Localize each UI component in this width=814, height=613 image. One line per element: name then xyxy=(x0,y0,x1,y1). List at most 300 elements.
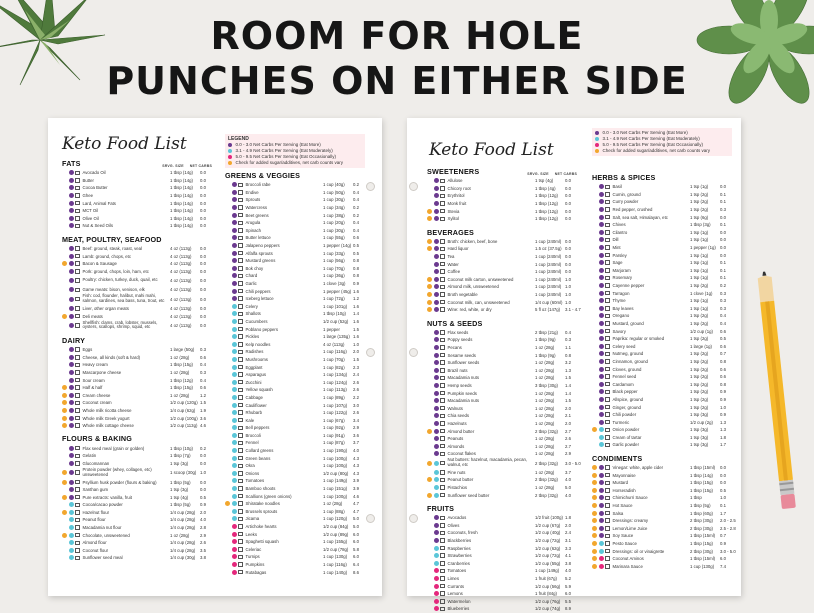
food-checkbox[interactable] xyxy=(238,357,243,362)
food-checkbox[interactable] xyxy=(75,416,80,421)
food-checkbox[interactable] xyxy=(238,281,243,286)
food-checkbox[interactable] xyxy=(75,201,80,206)
food-item-row xyxy=(225,432,365,440)
food-checkbox[interactable] xyxy=(440,599,445,604)
food-checkbox[interactable] xyxy=(605,215,610,220)
food-name: Vinegar: white, apple cider xyxy=(612,465,664,471)
food-checkbox[interactable] xyxy=(605,321,610,326)
food-name: Collard greens xyxy=(245,448,274,454)
food-checkbox[interactable] xyxy=(605,473,610,478)
food-checkbox[interactable] xyxy=(75,518,80,523)
carb-level-dot xyxy=(232,433,237,438)
food-item-row xyxy=(592,213,732,221)
carb-level-dot xyxy=(434,576,439,581)
serving-size: 1/2 cup (56g) xyxy=(535,583,561,589)
food-checkbox[interactable] xyxy=(75,288,80,293)
food-checkbox[interactable] xyxy=(75,246,80,251)
food-checkbox[interactable] xyxy=(605,534,610,539)
net-carbs: 3.6 xyxy=(353,432,359,438)
carb-level-dot xyxy=(69,533,74,538)
food-checkbox[interactable] xyxy=(75,261,80,266)
net-carbs: 0.1 xyxy=(720,260,726,266)
food-checkbox[interactable] xyxy=(605,192,610,197)
food-name: Shiratake noodles xyxy=(245,501,280,507)
serving-size: 1 tbsp (14g) xyxy=(170,170,193,176)
food-checkbox[interactable] xyxy=(605,374,610,379)
food-checkbox[interactable] xyxy=(75,297,80,302)
food-checkbox[interactable] xyxy=(75,525,80,530)
net-carbs: 3.1 - 4.7 xyxy=(565,307,581,313)
food-checkbox[interactable] xyxy=(605,238,610,243)
food-checkbox[interactable] xyxy=(75,370,80,375)
food-checkbox[interactable] xyxy=(238,304,243,309)
food-item-row xyxy=(62,531,212,539)
food-checkbox[interactable] xyxy=(238,243,243,248)
food-checkbox[interactable] xyxy=(605,276,610,281)
food-checkbox[interactable] xyxy=(605,503,610,508)
food-checkbox[interactable] xyxy=(605,397,610,402)
food-checkbox[interactable] xyxy=(440,353,445,358)
food-checkbox[interactable] xyxy=(440,217,445,222)
food-checkbox[interactable] xyxy=(440,383,445,388)
food-checkbox[interactable] xyxy=(75,186,80,191)
food-checkbox[interactable] xyxy=(238,555,243,560)
food-checkbox[interactable] xyxy=(605,306,610,311)
food-checkbox[interactable] xyxy=(75,495,80,500)
dot-spacer xyxy=(592,420,597,425)
food-checkbox[interactable] xyxy=(440,561,445,566)
carb-level-dot xyxy=(434,375,439,380)
food-checkbox[interactable] xyxy=(440,546,445,551)
food-checkbox[interactable] xyxy=(238,205,243,210)
food-checkbox[interactable] xyxy=(238,464,243,469)
food-checkbox[interactable] xyxy=(440,516,445,521)
food-name: Stevia xyxy=(447,208,460,214)
food-checkbox[interactable] xyxy=(238,183,243,188)
food-checkbox[interactable] xyxy=(605,488,610,493)
dot-spacer xyxy=(225,387,230,392)
check-additives-dot xyxy=(62,423,67,428)
food-checkbox[interactable] xyxy=(440,531,445,536)
food-checkbox[interactable] xyxy=(75,355,80,360)
food-checkbox[interactable] xyxy=(75,224,80,229)
food-checkbox[interactable] xyxy=(238,441,243,446)
food-name: Arugula xyxy=(245,220,261,226)
food-checkbox[interactable] xyxy=(238,251,243,256)
food-checkbox[interactable] xyxy=(605,465,610,470)
food-checkbox[interactable] xyxy=(238,228,243,233)
serving-size: 1 cup (122g) xyxy=(323,410,348,416)
food-checkbox[interactable] xyxy=(440,553,445,558)
food-checkbox[interactable] xyxy=(440,569,445,574)
serving-size: 1 tsp (2g) xyxy=(690,374,709,380)
dot-spacer xyxy=(592,397,597,402)
food-checkbox[interactable] xyxy=(440,368,445,373)
dot-spacer xyxy=(62,201,67,206)
serving-size: 1 cup (120g) xyxy=(323,516,348,522)
food-item-row xyxy=(225,470,365,478)
food-checkbox[interactable] xyxy=(238,501,243,506)
food-checkbox[interactable] xyxy=(238,334,243,339)
food-checkbox[interactable] xyxy=(605,314,610,319)
food-checkbox[interactable] xyxy=(440,186,445,191)
food-checkbox[interactable] xyxy=(605,344,610,349)
food-checkbox[interactable] xyxy=(238,517,243,522)
food-checkbox[interactable] xyxy=(605,541,610,546)
carb-level-dot xyxy=(69,453,74,458)
carb-level-dot xyxy=(232,365,237,370)
carb-level-dot xyxy=(599,245,604,250)
food-name: Coconut flakes xyxy=(447,451,476,457)
food-checkbox[interactable] xyxy=(238,365,243,370)
food-checkbox[interactable] xyxy=(75,423,80,428)
food-checkbox[interactable] xyxy=(605,336,610,341)
net-carbs: 0.0 xyxy=(200,177,206,183)
food-checkbox[interactable] xyxy=(440,436,445,441)
food-checkbox[interactable] xyxy=(440,254,445,259)
food-checkbox[interactable] xyxy=(605,253,610,258)
food-checkbox[interactable] xyxy=(75,306,80,311)
food-item-row xyxy=(427,359,577,367)
food-checkbox[interactable] xyxy=(605,556,610,561)
food-name: Coconut milk carton, unsweetened xyxy=(447,276,514,282)
food-checkbox[interactable] xyxy=(440,478,445,483)
net-carbs: 2.4 xyxy=(353,372,359,378)
food-checkbox[interactable] xyxy=(440,277,445,282)
food-checkbox[interactable] xyxy=(440,429,445,434)
food-item-row xyxy=(427,306,581,314)
check-additives-dot xyxy=(62,495,67,500)
food-checkbox[interactable] xyxy=(440,421,445,426)
food-checkbox[interactable] xyxy=(238,296,243,301)
food-checkbox[interactable] xyxy=(605,526,610,531)
food-checkbox[interactable] xyxy=(440,201,445,206)
food-checkbox[interactable] xyxy=(605,435,610,440)
food-checkbox[interactable] xyxy=(238,319,243,324)
food-checkbox[interactable] xyxy=(605,481,610,486)
food-checkbox[interactable] xyxy=(605,230,610,235)
food-checkbox[interactable] xyxy=(75,446,80,451)
carb-level-dot xyxy=(69,323,74,328)
food-checkbox[interactable] xyxy=(238,372,243,377)
dot-spacer xyxy=(225,342,230,347)
serving-size: 1 cup (140g) xyxy=(323,569,348,575)
food-checkbox[interactable] xyxy=(238,448,243,453)
food-checkbox[interactable] xyxy=(440,376,445,381)
serving-size: 1 tbsp (9g) xyxy=(535,352,556,358)
check-additives-dot xyxy=(592,488,597,493)
food-checkbox[interactable] xyxy=(75,178,80,183)
food-checkbox[interactable] xyxy=(605,207,610,212)
food-checkbox[interactable] xyxy=(75,216,80,221)
food-checkbox[interactable] xyxy=(440,576,445,581)
food-checkbox[interactable] xyxy=(238,198,243,203)
food-checkbox[interactable] xyxy=(440,538,445,543)
food-checkbox[interactable] xyxy=(605,200,610,205)
food-checkbox[interactable] xyxy=(605,367,610,372)
food-checkbox[interactable] xyxy=(440,239,445,244)
food-checkbox[interactable] xyxy=(75,323,80,328)
serving-size: 1 cup (67g) xyxy=(323,417,345,423)
food-checkbox[interactable] xyxy=(238,486,243,491)
food-checkbox[interactable] xyxy=(440,414,445,419)
food-checkbox[interactable] xyxy=(440,470,445,475)
food-checkbox[interactable] xyxy=(75,480,80,485)
food-checkbox[interactable] xyxy=(605,564,610,569)
food-checkbox[interactable] xyxy=(238,539,243,544)
food-checkbox[interactable] xyxy=(605,412,610,417)
dot-spacer xyxy=(225,197,230,202)
food-checkbox[interactable] xyxy=(605,359,610,364)
serving-size: 1 tsp (6g) xyxy=(690,214,709,220)
food-checkbox[interactable] xyxy=(75,171,80,176)
food-checkbox[interactable] xyxy=(440,485,445,490)
food-checkbox[interactable] xyxy=(238,221,243,226)
food-checkbox[interactable] xyxy=(440,345,445,350)
food-name: Thyme xyxy=(612,298,626,304)
serving-size: 1/2 fruit (100g) xyxy=(535,515,563,521)
food-item-row xyxy=(592,251,732,259)
food-checkbox[interactable] xyxy=(605,428,610,433)
serving-size: 4 oz (113g) xyxy=(170,246,192,252)
food-checkbox[interactable] xyxy=(605,329,610,334)
food-checkbox[interactable] xyxy=(440,300,445,305)
food-checkbox[interactable] xyxy=(75,269,80,274)
food-checkbox[interactable] xyxy=(440,360,445,365)
food-checkbox[interactable] xyxy=(75,454,80,459)
food-checkbox[interactable] xyxy=(440,338,445,343)
serving-size: 1 tsp (4g) xyxy=(535,178,554,184)
food-checkbox[interactable] xyxy=(440,262,445,267)
net-carbs: 2.6 xyxy=(200,540,206,546)
food-checkbox[interactable] xyxy=(238,410,243,415)
food-checkbox[interactable] xyxy=(75,254,80,259)
food-checkbox[interactable] xyxy=(440,391,445,396)
dot-spacer xyxy=(225,235,230,240)
food-checkbox[interactable] xyxy=(440,179,445,184)
food-checkbox[interactable] xyxy=(440,209,445,214)
food-checkbox[interactable] xyxy=(75,503,80,508)
food-checkbox[interactable] xyxy=(238,547,243,552)
net-carbs: 1.3 xyxy=(565,367,571,373)
food-checkbox[interactable] xyxy=(238,471,243,476)
dot-spacer xyxy=(62,378,67,383)
food-name: Tea xyxy=(447,254,455,260)
net-carbs: 0.2 xyxy=(200,445,206,451)
food-checkbox[interactable] xyxy=(440,461,445,466)
dot-spacer xyxy=(62,453,67,458)
food-checkbox[interactable] xyxy=(75,470,80,475)
food-checkbox[interactable] xyxy=(238,274,243,279)
food-item-row xyxy=(592,259,732,267)
carb-level-dot xyxy=(434,337,439,342)
food-checkbox[interactable] xyxy=(605,185,610,190)
food-name: Chili powder xyxy=(612,412,637,418)
food-checkbox[interactable] xyxy=(238,258,243,263)
food-checkbox[interactable] xyxy=(238,426,243,431)
dot-spacer xyxy=(427,530,432,535)
food-checkbox[interactable] xyxy=(238,327,243,332)
food-checkbox[interactable] xyxy=(440,406,445,411)
food-item-row xyxy=(427,389,577,397)
food-name: Kale xyxy=(245,417,255,423)
food-name: Sesame seeds xyxy=(447,352,476,358)
food-checkbox[interactable] xyxy=(238,562,243,567)
food-checkbox[interactable] xyxy=(75,314,80,319)
food-checkbox[interactable] xyxy=(75,278,80,283)
carb-level-dot xyxy=(69,525,74,530)
food-checkbox[interactable] xyxy=(440,247,445,252)
food-item-row xyxy=(225,416,365,424)
food-checkbox[interactable] xyxy=(440,194,445,199)
food-checkbox[interactable] xyxy=(605,298,610,303)
food-checkbox[interactable] xyxy=(440,398,445,403)
net-carbs: 2.9 xyxy=(565,451,571,457)
food-item-row xyxy=(62,294,212,305)
food-checkbox[interactable] xyxy=(238,289,243,294)
carb-level-dot xyxy=(434,599,439,604)
net-carbs: 1.3 xyxy=(720,419,726,425)
food-checkbox[interactable] xyxy=(605,496,610,501)
food-checkbox[interactable] xyxy=(605,390,610,395)
food-item-row xyxy=(62,407,212,415)
food-checkbox[interactable] xyxy=(605,549,610,554)
food-checkbox[interactable] xyxy=(75,548,80,553)
serving-size: 1 tbsp (3g) xyxy=(690,222,711,228)
food-checkbox[interactable] xyxy=(605,260,610,265)
net-carbs: 7.4 xyxy=(720,563,726,569)
food-checkbox[interactable] xyxy=(605,405,610,410)
food-checkbox[interactable] xyxy=(440,523,445,528)
food-checkbox[interactable] xyxy=(75,393,80,398)
food-item-row xyxy=(225,303,365,311)
food-name: Curry powder xyxy=(612,199,639,205)
food-checkbox[interactable] xyxy=(605,443,610,448)
food-checkbox[interactable] xyxy=(605,223,610,228)
food-checkbox[interactable] xyxy=(238,350,243,355)
food-checkbox[interactable] xyxy=(238,388,243,393)
food-checkbox[interactable] xyxy=(440,285,445,290)
food-item-row xyxy=(62,384,212,392)
section-title xyxy=(592,173,732,182)
food-checkbox[interactable] xyxy=(238,418,243,423)
food-checkbox[interactable] xyxy=(75,541,80,546)
food-checkbox[interactable] xyxy=(440,307,445,312)
food-checkbox[interactable] xyxy=(238,380,243,385)
food-checkbox[interactable] xyxy=(75,510,80,515)
food-item-row xyxy=(427,351,577,359)
food-checkbox[interactable] xyxy=(605,352,610,357)
food-name: Radishes xyxy=(245,349,264,355)
food-checkbox[interactable] xyxy=(440,269,445,274)
food-checkbox[interactable] xyxy=(605,283,610,288)
food-checkbox[interactable] xyxy=(238,524,243,529)
food-checkbox[interactable] xyxy=(238,494,243,499)
food-checkbox[interactable] xyxy=(440,292,445,297)
food-checkbox[interactable] xyxy=(238,570,243,575)
food-checkbox[interactable] xyxy=(440,330,445,335)
food-checkbox[interactable] xyxy=(238,395,243,400)
carb-level-dot xyxy=(434,444,439,449)
serving-size: 1 tsp (3g) xyxy=(690,434,709,440)
carb-level-dot xyxy=(434,262,439,267)
food-checkbox[interactable] xyxy=(238,433,243,438)
legend-color-dot xyxy=(228,161,232,165)
food-checkbox[interactable] xyxy=(238,236,243,241)
food-checkbox[interactable] xyxy=(75,533,80,538)
food-checkbox[interactable] xyxy=(75,461,80,466)
food-checkbox[interactable] xyxy=(75,401,80,406)
food-checkbox[interactable] xyxy=(605,268,610,273)
section-title-text: GREENS & VEGGIES xyxy=(225,171,301,180)
food-checkbox[interactable] xyxy=(440,607,445,612)
food-checkbox[interactable] xyxy=(238,312,243,317)
food-checkbox[interactable] xyxy=(75,378,80,383)
food-checkbox[interactable] xyxy=(238,479,243,484)
food-checkbox[interactable] xyxy=(440,444,445,449)
serving-size: 1 cup (30g) xyxy=(323,227,345,233)
net-carbs: 2.0 xyxy=(353,349,359,355)
food-checkbox[interactable] xyxy=(238,532,243,537)
food-item-row xyxy=(592,236,732,244)
food-item-row xyxy=(427,382,577,390)
food-name: Mushrooms xyxy=(245,356,268,362)
food-checkbox[interactable] xyxy=(440,493,445,498)
food-checkbox[interactable] xyxy=(605,245,610,250)
food-checkbox[interactable] xyxy=(75,363,80,368)
food-item-row xyxy=(427,192,577,200)
carb-level-dot xyxy=(69,416,74,421)
food-name: Mascarpone cheese xyxy=(82,369,122,375)
food-checkbox[interactable] xyxy=(75,347,80,352)
food-checkbox[interactable] xyxy=(440,452,445,457)
food-checkbox[interactable] xyxy=(238,266,243,271)
food-item-row xyxy=(225,538,365,546)
net-carbs: 3.9 xyxy=(353,486,359,492)
food-checkbox[interactable] xyxy=(605,511,610,516)
food-name: Beet greens xyxy=(245,212,269,218)
food-checkbox[interactable] xyxy=(238,342,243,347)
food-checkbox[interactable] xyxy=(75,385,80,390)
food-checkbox[interactable] xyxy=(440,591,445,596)
food-checkbox[interactable] xyxy=(605,382,610,387)
food-checkbox[interactable] xyxy=(75,408,80,413)
food-checkbox[interactable] xyxy=(605,518,610,523)
carb-level-dot xyxy=(599,367,604,372)
food-checkbox[interactable] xyxy=(238,509,243,514)
food-item-row xyxy=(592,396,732,404)
food-checkbox[interactable] xyxy=(238,403,243,408)
food-checkbox[interactable] xyxy=(75,209,80,214)
food-checkbox[interactable] xyxy=(605,420,610,425)
food-name: Fennel xyxy=(245,440,259,446)
check-additives-dot xyxy=(225,501,230,506)
food-checkbox[interactable] xyxy=(75,193,80,198)
food-checkbox[interactable] xyxy=(75,487,80,492)
food-checkbox[interactable] xyxy=(75,556,80,561)
serving-size: 1/2 cup (52g) xyxy=(323,318,349,324)
food-checkbox[interactable] xyxy=(238,213,243,218)
net-carbs: 1.5 xyxy=(565,398,571,404)
food-checkbox[interactable] xyxy=(238,456,243,461)
food-checkbox[interactable] xyxy=(605,291,610,296)
hole-punch xyxy=(366,348,375,357)
carb-level-dot xyxy=(69,297,74,302)
serving-size: 1 tbsp (14g) xyxy=(170,208,193,214)
food-checkbox[interactable] xyxy=(238,190,243,195)
carb-level-dot xyxy=(232,547,237,552)
food-checkbox[interactable] xyxy=(440,584,445,589)
